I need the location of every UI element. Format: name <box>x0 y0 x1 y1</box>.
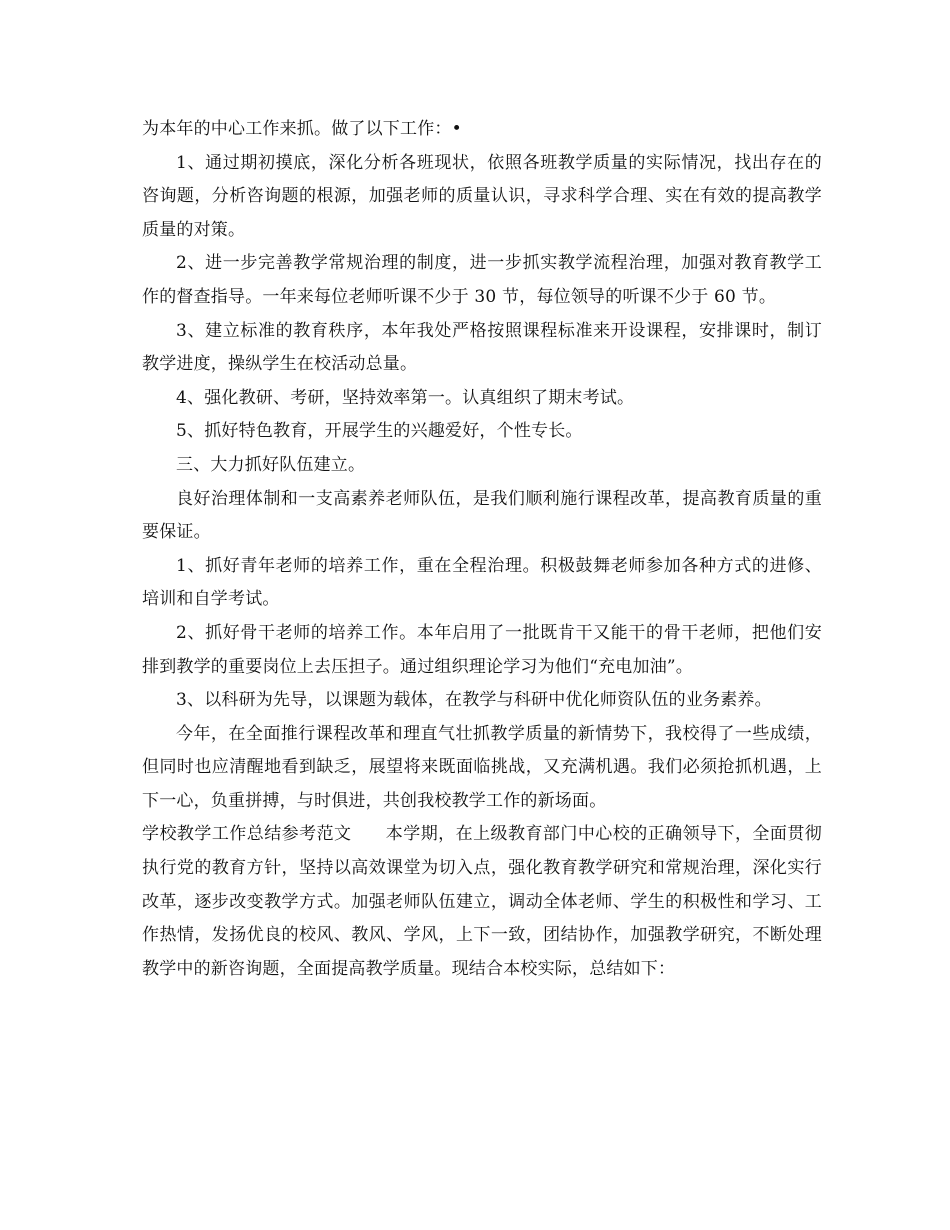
paragraph-item-4: 4、强化教研、考研，坚持效率第一。认真组织了期末考试。 <box>176 387 635 408</box>
article-title: 学校教学工作总结参考范文 <box>142 824 352 845</box>
section-heading-3: 三、大力抓好队伍建立。 <box>176 454 366 475</box>
paragraph-team-item-1: 1、抓好青年老师的培养工作，重在全程治理。积极鼓舞老师参加各种方式的进修、培训和自学考试。 <box>142 555 822 610</box>
paragraph-conclusion: 今年，在全面推行课程改革和理直气壮抓教学质量的新情势下，我校得了一些成绩，但同时也应清醒地看到缺乏，展望将来既面临挑战，又充满机遇。我们必须抢抓机遇，上下一心，负重拼搏，与时俱进，共创我校教学工作的新场面。 <box>142 723 822 811</box>
paragraph-team-item-3: 3、以科研为先导，以课题为载体，在教学与科研中优化师资队伍的业务素养。 <box>176 690 772 711</box>
paragraph-item-2: 2、进一步完善教学常规治理的制度，进一步抓实教学流程治理，加强对教育教学工作的督查指导。一年来每位老师听课不少于 30 节，每位领导的听课不少于 60 节。 <box>142 253 822 307</box>
paragraph-item-3: 3、建立标准的教育秩序，本年我处严格按照课程标准来开设课程，安排课时，制订教学进度，操纵学生在校活动总量。 <box>142 320 822 375</box>
paragraph-item-1: 1、通过期初摸底，深化分析各班现状，依照各班教学质量的实际情况，找出存在的咨询题，分析咨询题的根源，加强老师的质量认识，寻求科学合理、实在有效的提高教学质量的对策。 <box>142 152 822 240</box>
paragraph-continuation: 为本年的中心工作来抓。做了以下工作：• <box>142 119 462 139</box>
paragraph-section-intro: 良好治理体制和一支高素养老师队伍，是我们顺利施行课程改革，提高教育质量的重要保证。 <box>142 488 822 543</box>
paragraph-item-5: 5、抓好特色教育，开展学生的兴趣爱好，个性专长。 <box>176 421 583 442</box>
article-intro: 本学期，在上级教育部门中心校的正确领导下，全面贯彻执行党的教育方针，坚持以高效课堂为切入点，强化教育教学研究和常规治理，深化实行改革，逐步改变教学方式。加强老师队伍建立，调动全体老师、学生的积极性和学习、工作热情，发扬优良的校风、教风、学风，上下一致，团结协作，加强教学研究，不断处理教学中的新咨询题，全面提高教学质量。现结合本校实际，总结如下： <box>142 824 822 979</box>
paragraph-team-item-2: 2、抓好骨干老师的培养工作。本年启用了一批既肯干又能干的骨干老师，把他们安排到教学的重要岗位上去压担子。通过组织理论学习为他们“充电加油”。 <box>142 622 822 677</box>
paragraph-new-article <box>142 818 822 986</box>
document-body <box>142 113 822 986</box>
